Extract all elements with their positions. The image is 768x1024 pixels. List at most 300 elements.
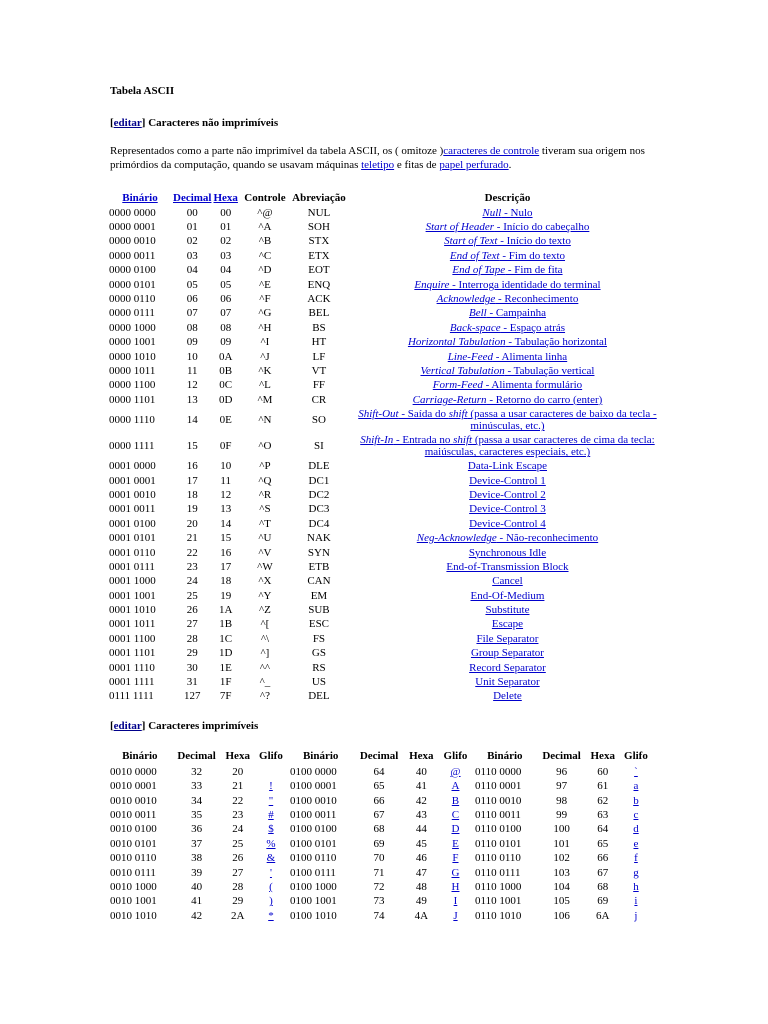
cell-description (347, 690, 668, 704)
glyph-link[interactable]: e (633, 837, 639, 850)
cell-binary: 0110 0010 (475, 794, 522, 807)
glyph-link[interactable]: J (453, 909, 458, 922)
cell-binary: 0100 1000 (290, 880, 337, 893)
cell-hexa: 0A (218, 350, 233, 363)
table-row (288, 823, 473, 837)
cell-abbreviation: NUL (307, 206, 331, 219)
cell-glyph (619, 866, 653, 880)
description-link[interactable] (426, 221, 590, 233)
cell-hexa: 64 (597, 823, 609, 836)
cell-hexa: 0F (219, 440, 232, 453)
cell-hexa: 0E (219, 414, 232, 427)
cell-glyph (438, 837, 473, 851)
glyph-link[interactable]: d (633, 823, 639, 836)
table-row (108, 531, 668, 545)
col-header-glyph: Glifo (259, 750, 283, 763)
table-row (108, 459, 668, 473)
page-title: Tabela ASCII (110, 85, 175, 97)
table-row (108, 866, 288, 880)
cell-decimal: 72 (373, 880, 385, 893)
cell-decimal: 05 (186, 278, 198, 291)
cell-decimal: 01 (186, 221, 198, 234)
col-header-abbreviation: Abreviação (292, 192, 346, 204)
description-link[interactable] (469, 475, 546, 487)
description-link[interactable] (475, 676, 539, 688)
description-link[interactable] (358, 408, 656, 432)
table-row (108, 837, 288, 851)
glyph-link[interactable]: ' (269, 866, 272, 879)
cell-description (347, 647, 668, 661)
cell-hexa: 49 (415, 895, 427, 908)
cell-hexa: 1F (219, 676, 232, 689)
description-link[interactable] (444, 235, 571, 247)
cell-abbreviation: RS (312, 661, 326, 674)
cell-description (347, 220, 668, 234)
description-text: Device-Control 1 (469, 474, 546, 487)
description-link[interactable] (469, 547, 546, 559)
cell-hexa: 05 (220, 278, 232, 291)
cell-description (347, 364, 668, 378)
cell-hexa: 1E (219, 661, 232, 674)
description-link[interactable] (450, 250, 565, 262)
cell-binary: 0000 1111 (109, 440, 155, 453)
description-text: Device-Control 2 (469, 488, 546, 501)
table-row (108, 235, 668, 249)
col-link-binary[interactable]: Binário (122, 192, 158, 204)
cell-glyph (619, 851, 653, 865)
cell-decimal: 74 (373, 909, 385, 922)
cell-hexa: 45 (415, 837, 427, 850)
table-row (108, 909, 288, 923)
table-row (473, 909, 653, 923)
cell-hexa: 63 (597, 808, 609, 821)
glyph-link[interactable]: # (268, 808, 274, 821)
cell-abbreviation: CR (311, 393, 327, 406)
cell-binary: 0010 0111 (110, 866, 156, 879)
table-row (108, 350, 668, 364)
table-row (108, 661, 668, 675)
description-text: - Entrada no (393, 434, 454, 447)
cell-glyph (254, 808, 288, 822)
description-link[interactable] (360, 434, 654, 458)
description-link[interactable] (452, 264, 562, 276)
description-text: End-Of-Medium (470, 589, 545, 602)
description-link[interactable] (471, 647, 544, 659)
description-term: Enquire (414, 278, 450, 291)
cell-decimal: 102 (553, 852, 570, 865)
cell-binary: 0100 0000 (290, 765, 337, 778)
cell-hexa: 0D (218, 393, 233, 406)
cell-glyph (254, 837, 288, 851)
cell-binary: 0010 0000 (110, 765, 157, 778)
cell-decimal: 10 (186, 350, 198, 363)
cell-binary: 0001 0100 (109, 517, 156, 530)
description-text: Device-Control 4 (469, 517, 546, 530)
description-link[interactable] (420, 365, 594, 377)
cell-hexa: 08 (220, 321, 232, 334)
cell-control: ^J (260, 350, 270, 363)
table-header-row (108, 747, 288, 765)
description-term: Horizontal Tabulation (407, 336, 506, 349)
printable-tables (108, 747, 658, 923)
cell-description (347, 433, 668, 459)
cell-abbreviation: ESC (308, 618, 330, 631)
table-row (108, 560, 668, 574)
description-link[interactable] (493, 690, 522, 702)
description-link[interactable] (485, 604, 529, 616)
cell-hexa: 16 (220, 546, 232, 559)
cell-hexa: 69 (597, 895, 609, 908)
printable-table-2 (288, 747, 473, 923)
cell-decimal: 106 (553, 909, 570, 922)
cell-hexa: 67 (597, 866, 609, 879)
description-text: - Fim de fita (505, 264, 563, 277)
section-title: Caracteres não imprimíveis (148, 117, 279, 129)
glyph-link[interactable]: " (268, 794, 274, 807)
glyph-link[interactable]: H (451, 880, 460, 893)
cell-decimal: 28 (186, 632, 198, 645)
description-term: shift (453, 434, 473, 447)
cell-control: ^I (260, 336, 270, 349)
glyph-link[interactable]: a (633, 780, 639, 793)
table-row (108, 765, 288, 779)
description-text: End-of-Transmission Block (446, 560, 569, 573)
description-text: Substitute (485, 604, 530, 617)
cell-binary: 0110 1000 (475, 880, 522, 893)
glyph-link[interactable]: A (451, 780, 460, 793)
description-link[interactable] (414, 279, 600, 291)
description-link[interactable] (469, 518, 546, 530)
cell-decimal: 30 (186, 661, 198, 674)
cell-binary: 0100 0001 (290, 780, 337, 793)
glyph-link[interactable]: @ (450, 765, 461, 778)
glyph-link[interactable]: i (634, 895, 638, 908)
cell-binary: 0100 0101 (290, 837, 337, 850)
glyph-link[interactable]: C (451, 808, 460, 821)
cell-decimal: 73 (373, 895, 385, 908)
table-row (108, 895, 288, 909)
cell-hexa: 11 (220, 474, 231, 487)
cell-glyph (254, 823, 288, 837)
cell-description (347, 575, 668, 589)
cell-description (347, 661, 668, 675)
glyph-link[interactable]: ( (269, 880, 273, 893)
cell-control: ^R (258, 488, 272, 501)
description-link[interactable] (469, 662, 546, 674)
table-row (108, 575, 668, 589)
cell-hexa: 65 (597, 837, 609, 850)
description-term: Line-Feed (447, 350, 493, 363)
cell-abbreviation: BEL (308, 307, 330, 320)
cell-binary: 0000 0100 (109, 264, 156, 277)
cell-binary: 0111 1111 (109, 690, 154, 703)
cell-abbreviation: BS (312, 321, 326, 334)
cell-hexa: 43 (415, 808, 427, 821)
cell-hexa: 00 (220, 206, 232, 219)
cell-description (347, 488, 668, 502)
table-row (108, 364, 668, 378)
cell-description (347, 603, 668, 617)
cell-hexa: 03 (220, 249, 232, 262)
cell-hexa: 27 (232, 866, 244, 879)
cell-glyph (254, 765, 288, 779)
cell-decimal: 12 (186, 379, 198, 392)
cell-binary: 0110 0000 (475, 765, 522, 778)
glyph-link[interactable]: F (452, 852, 459, 865)
cell-binary: 0000 1110 (109, 414, 155, 427)
description-link[interactable] (469, 503, 546, 515)
cell-binary: 0100 0110 (290, 852, 337, 865)
cell-hexa: 4A (414, 909, 429, 922)
cell-binary: 0000 1101 (109, 393, 156, 406)
glyph-link[interactable]: $ (268, 823, 274, 836)
description-link[interactable] (492, 618, 523, 630)
table-row (473, 851, 653, 865)
cell-binary: 0000 0011 (109, 249, 156, 262)
table-row (108, 249, 668, 263)
description-link[interactable] (469, 307, 546, 319)
cell-binary: 0000 1100 (109, 379, 156, 392)
col-header-decimal: Decimal (359, 750, 399, 763)
col-link-decimal[interactable]: Decimal (173, 192, 212, 204)
cell-control: ^K (258, 364, 272, 377)
table-row (108, 336, 668, 350)
description-text: Device-Control 3 (469, 503, 546, 516)
cell-binary: 0000 1011 (109, 364, 156, 377)
cell-glyph (438, 851, 473, 865)
cell-glyph (438, 765, 473, 779)
description-link[interactable] (448, 351, 567, 363)
description-text: Group Separator (470, 647, 544, 660)
cell-abbreviation: EM (310, 589, 328, 602)
cell-binary: 0000 0101 (109, 278, 156, 291)
description-term: Start of Header (425, 221, 495, 234)
cell-binary: 0010 0101 (110, 837, 157, 850)
col-header-decimal[interactable] (172, 190, 212, 206)
glyph-link[interactable]: c (633, 808, 639, 821)
intro-text: tiveram sua origem nos primórdios da computação, quando se usavam máquinas (110, 145, 645, 171)
table-row (108, 546, 668, 560)
table-row (473, 794, 653, 808)
description-link[interactable] (437, 293, 579, 305)
description-link[interactable] (446, 561, 568, 573)
description-text: (passa a usar caracteres de baixo da tecla - minúsculas, etc.) (467, 408, 657, 433)
cell-decimal: 29 (186, 647, 198, 660)
glyph-link[interactable]: D (451, 823, 460, 836)
cell-control: ^Z (258, 604, 271, 617)
table-row (108, 517, 668, 531)
cell-glyph (619, 880, 653, 894)
cell-glyph (254, 909, 288, 923)
intro-text: . (508, 159, 512, 171)
cell-glyph (619, 837, 653, 851)
cell-binary: 0001 1101 (109, 647, 156, 660)
cell-decimal: 38 (191, 852, 203, 865)
cell-binary: 0001 0000 (109, 460, 156, 473)
glyph-link[interactable]: g (633, 866, 639, 879)
cell-hexa: 66 (597, 852, 609, 865)
cell-binary: 0110 0101 (475, 837, 522, 850)
description-link[interactable] (469, 489, 546, 501)
cell-abbreviation: LF (312, 350, 326, 363)
intro-text: Representados como a parte não imprimível da tabela ASCII, os ( omitoze ) (110, 145, 444, 157)
glyph-link[interactable]: h (633, 880, 639, 893)
cell-binary: 0000 0001 (109, 221, 156, 234)
glyph-link[interactable]: E (452, 837, 459, 850)
cell-decimal: 27 (186, 618, 198, 631)
cell-glyph (254, 866, 288, 880)
description-link[interactable] (476, 633, 538, 645)
description-link[interactable] (408, 336, 607, 348)
cell-glyph (438, 880, 473, 894)
link-teletipo[interactable]: teletipo (361, 159, 395, 171)
cell-control: ^H (258, 321, 272, 334)
cell-description (347, 517, 668, 531)
table-row (108, 278, 668, 292)
cell-abbreviation: US (311, 676, 326, 689)
table-row (473, 808, 653, 822)
cell-decimal: 41 (191, 895, 203, 908)
description-text: - Saída do (398, 408, 449, 421)
edit-link[interactable]: editar (113, 720, 142, 733)
glyph-link[interactable]: B (451, 794, 460, 807)
cell-decimal: 67 (373, 808, 385, 821)
cell-binary: 0001 1110 (109, 661, 155, 674)
cell-binary: 0010 1010 (110, 909, 157, 922)
table-row (108, 675, 668, 689)
glyph-link[interactable]: ) (269, 895, 273, 908)
cell-hexa: 02 (220, 235, 232, 248)
cell-glyph (438, 866, 473, 880)
cell-hexa: 23 (232, 808, 244, 821)
intro-text: e fitas de (394, 159, 440, 171)
description-link[interactable] (482, 207, 532, 219)
cell-decimal: 14 (186, 414, 198, 427)
table-row (288, 765, 473, 779)
description-link[interactable] (433, 379, 582, 391)
col-header-binary[interactable] (108, 190, 172, 206)
cell-abbreviation: DC3 (308, 503, 330, 516)
table-row (108, 292, 668, 306)
cell-binary: 0110 0110 (475, 852, 521, 865)
description-link[interactable] (413, 394, 603, 406)
table-header-row (108, 190, 668, 206)
table-row (108, 264, 668, 278)
edit-link[interactable]: editar (113, 117, 142, 129)
description-text: Record Separator (469, 661, 546, 674)
cell-hexa: 04 (220, 264, 232, 277)
cell-control: ^N (258, 414, 272, 427)
cell-glyph (619, 895, 653, 909)
description-text: - Fim do texto (499, 249, 566, 262)
glyph-link[interactable]: G (451, 866, 460, 879)
cell-hexa: 42 (415, 794, 427, 807)
cell-glyph (254, 895, 288, 909)
cell-description (347, 503, 668, 517)
cell-control: ^E (258, 278, 271, 291)
col-link-hexa[interactable]: Hexa (213, 192, 238, 204)
cell-glyph (254, 794, 288, 808)
description-text: - Início do texto (497, 235, 571, 248)
description-text: - Não-reconhecimento (496, 532, 599, 545)
cell-decimal: 07 (186, 307, 198, 320)
table-row (108, 647, 668, 661)
col-header-glyph: Glifo (443, 750, 468, 763)
cell-decimal: 33 (191, 780, 203, 793)
cell-hexa: 26 (232, 852, 244, 865)
cell-control: ^\ (260, 632, 270, 645)
cell-description (347, 632, 668, 646)
cell-description (347, 206, 668, 220)
cell-hexa: 29 (232, 895, 244, 908)
cell-decimal: 11 (186, 364, 198, 377)
glyph-link[interactable]: I (453, 895, 458, 908)
description-text: Cancel (492, 575, 523, 588)
cell-description (347, 618, 668, 632)
description-term: End of Text (449, 249, 500, 262)
glyph-link[interactable]: b (633, 794, 639, 807)
cell-decimal: 25 (186, 589, 198, 602)
glyph-link[interactable]: ` (634, 765, 638, 778)
description-link[interactable] (471, 590, 545, 602)
cell-binary: 0110 0100 (475, 823, 522, 836)
col-header-control: Controle (244, 192, 286, 204)
description-text: - Alimenta linha (492, 350, 568, 363)
cell-binary: 0110 1010 (475, 909, 522, 922)
table-row (473, 880, 653, 894)
cell-abbreviation: EOT (308, 264, 330, 277)
cell-hexa: 1D (218, 647, 233, 660)
cell-glyph (438, 808, 473, 822)
table-row (108, 321, 668, 335)
cell-description (347, 235, 668, 249)
cell-description (347, 321, 668, 335)
description-text: - Campainha (486, 307, 546, 320)
cell-abbreviation: DC1 (308, 474, 330, 487)
glyph-link[interactable]: & (266, 852, 276, 865)
table-row (473, 837, 653, 851)
cell-binary: 0000 0111 (109, 307, 155, 320)
description-link[interactable] (468, 460, 547, 472)
table-header-row (288, 747, 473, 765)
link-papel-perfurado[interactable]: papel perfurado (439, 159, 509, 171)
cell-control: ^L (258, 379, 271, 392)
cell-hexa: 40 (415, 765, 427, 778)
glyph-link[interactable]: * (268, 909, 274, 922)
description-link[interactable] (417, 532, 598, 544)
cell-abbreviation: STX (308, 235, 330, 248)
link-control-characters[interactable]: caracteres de controle (443, 145, 540, 157)
glyph-link[interactable]: % (266, 837, 276, 850)
glyph-link[interactable]: j (634, 909, 638, 922)
description-link[interactable] (492, 575, 523, 587)
glyph-link[interactable]: f (634, 852, 638, 865)
description-text: - Reconhecimento (495, 293, 579, 306)
table-row (108, 851, 288, 865)
cell-hexa: 12 (220, 488, 232, 501)
cell-glyph (619, 765, 653, 779)
glyph-link[interactable]: ! (269, 780, 273, 793)
cell-decimal: 19 (186, 503, 198, 516)
cell-hexa: 1C (219, 632, 233, 645)
col-header-hexa[interactable] (212, 190, 238, 206)
cell-abbreviation: DEL (308, 690, 330, 703)
intro-paragraph (110, 144, 670, 172)
cell-glyph (438, 780, 473, 794)
cell-hexa: 48 (415, 880, 427, 893)
cell-description (347, 675, 668, 689)
description-link[interactable] (450, 322, 565, 334)
